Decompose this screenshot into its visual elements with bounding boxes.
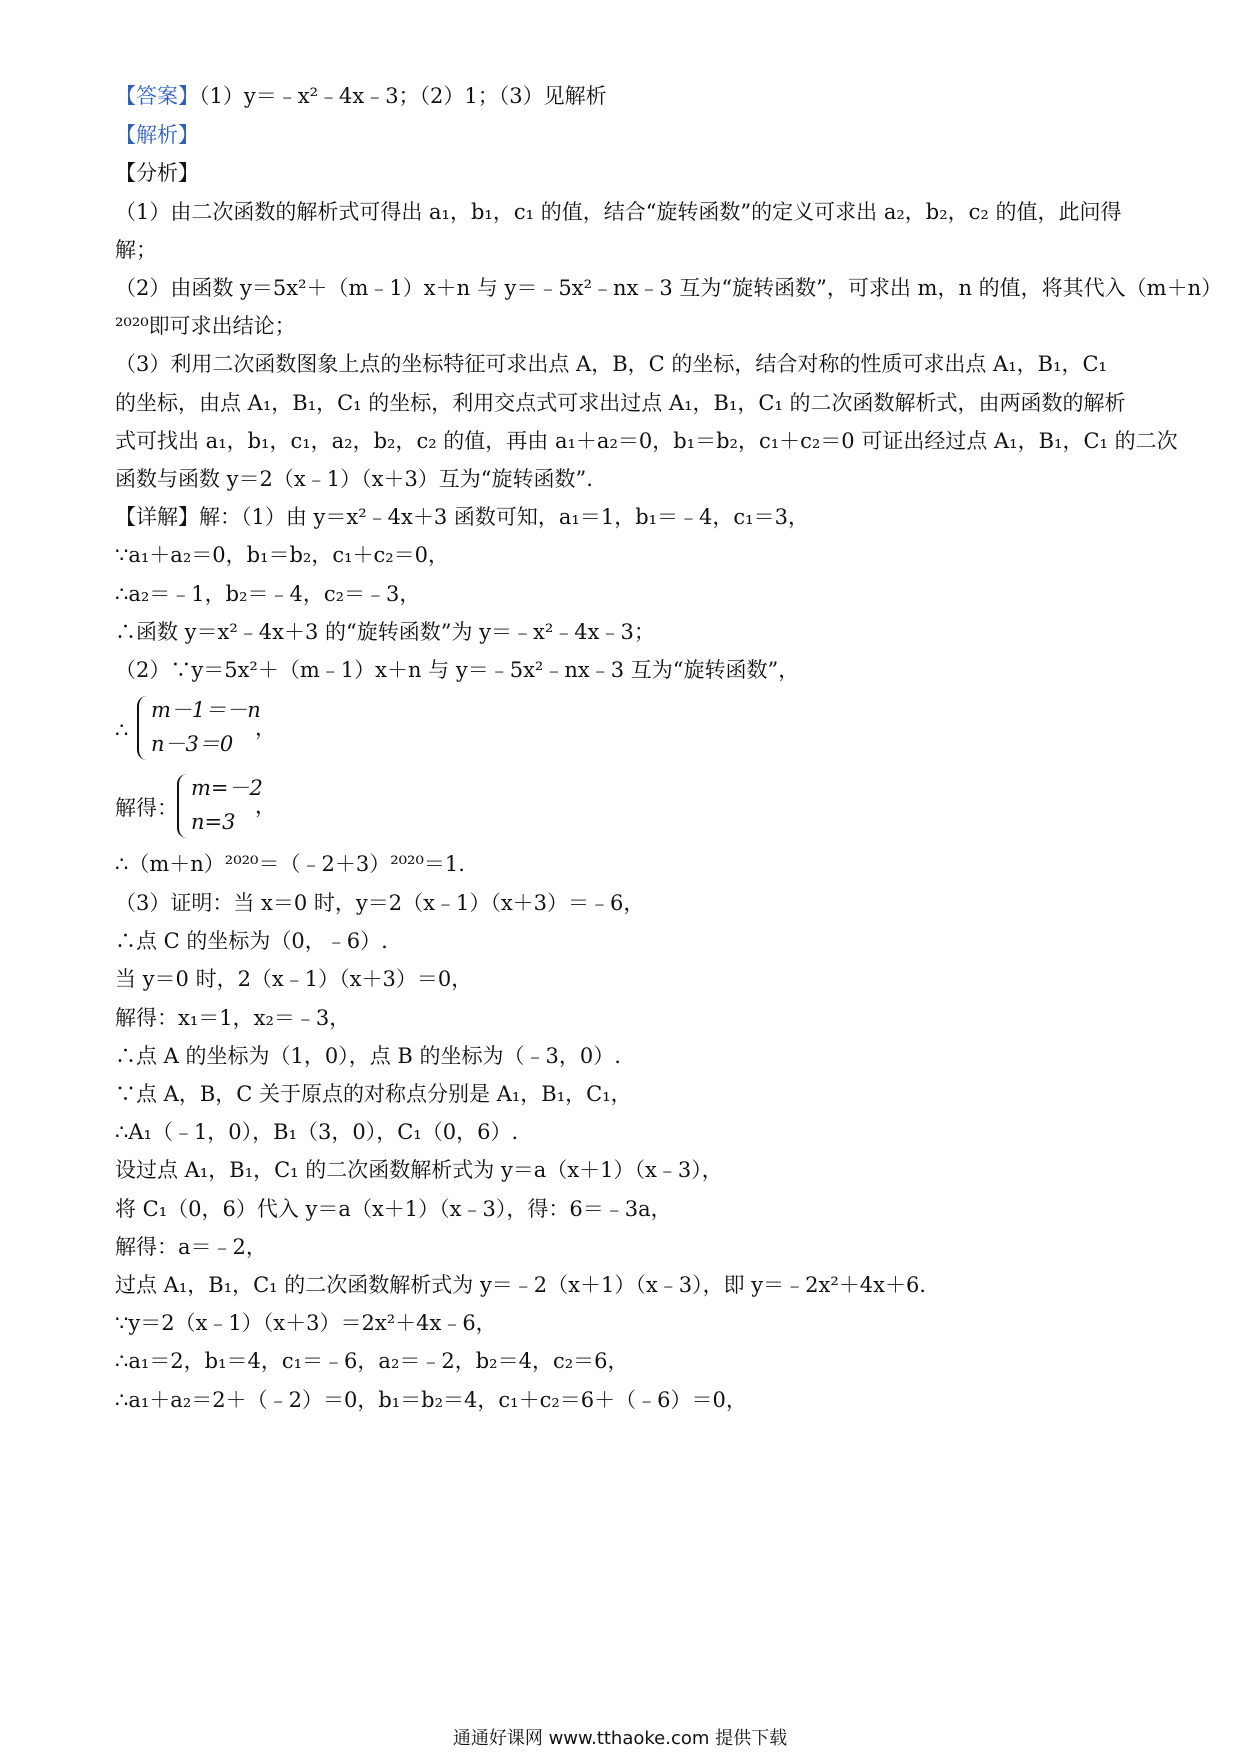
detail-line-7: （3）证明：当 x＝0 时，y＝2（x﹣1）（x＋3）＝﹣6， — [115, 891, 645, 915]
detail-line-15: 将 C₁（0，6）代入 y＝a（x＋1）（x﹣3），得：6＝﹣3a， — [115, 1197, 672, 1221]
fenxi-line-2: 解； — [115, 238, 157, 262]
fenxi-line-8: 函数与函数 y＝2（x﹣1）（x＋3）互为“旋转函数”. — [115, 467, 593, 491]
detail-line-16: 解得：a＝﹣2， — [115, 1235, 267, 1259]
detail-line-18: ∵y＝2（x﹣1）（x＋3）＝2x²＋4x﹣6， — [115, 1311, 497, 1335]
detail-line-10: 解得：x₁＝1，x₂＝﹣3， — [115, 1006, 351, 1030]
fenxi-label: 【分析】 — [115, 161, 199, 185]
detail-line-4: ∴函数 y＝x²﹣4x＋3 的“旋转函数”为 y＝﹣x²﹣4x﹣3； — [115, 620, 655, 644]
fenxi-line-5: （3）利用二次函数图象上点的坐标特征可求出点 A，B，C 的坐标，结合对称的性质可求出点 A₁，B₁，C₁ — [115, 352, 1107, 376]
detail-line-13: ∴A₁（﹣1，0），B₁（3，0），C₁（0，6）. — [115, 1120, 519, 1144]
fenxi-line-1: （1）由二次函数的解析式可得出 a₁，b₁，c₁ 的值，结合“旋转函数”的定义可求出 a₂，b₂，c₂ 的值，此问得 — [115, 200, 1122, 224]
page-footer: 通通好课网 www.tthaoke.com 提供下载 — [452, 1728, 788, 1749]
detail-line-2: ∵a₁＋a₂＝0，b₁＝b₂，c₁＋c₂＝0， — [115, 543, 450, 567]
detail-line-9: 当 y＝0 时，2（x﹣1）（x＋3）＝0， — [115, 967, 473, 991]
system1-comma: ， — [255, 716, 276, 740]
system2-equation-2: n=3 — [191, 810, 236, 834]
detail-line-1 — [115, 503, 809, 531]
answer-text: （1）y＝﹣x²﹣4x﹣3；（2）1；（3）见解析 — [199, 84, 607, 108]
detail-line-12: ∵点 A，B，C 关于原点的对称点分别是 A₁，B₁，C₁， — [115, 1082, 632, 1106]
solve-label: 解得： — [115, 796, 178, 820]
detail-line-20: ∴a₁＋a₂＝2＋（﹣2）＝0，b₁＝b₂＝4，c₁＋c₂＝6＋（﹣6）＝0， — [115, 1388, 747, 1412]
system1-equation-1: m－1＝－n — [151, 698, 261, 722]
detail-first-text: 解：（1）由 y＝x²﹣4x＋3 函数可知，a₁＝1，b₁＝﹣4，c₁＝3， — [199, 505, 809, 529]
detail-line-8: ∴点 C 的坐标为（0，﹣6）. — [115, 929, 388, 953]
fenxi-line-6: 的坐标，由点 A₁，B₁，C₁ 的坐标，利用交点式可求出过点 A₁，B₁，C₁ 的二次函数解析式，由两函数的解析 — [115, 391, 1126, 415]
detail-line-5: （2）∵y＝5x²＋（m﹣1）x＋n 与 y＝﹣5x²﹣nx﹣3 互为“旋转函数”， — [115, 658, 800, 682]
answer-label: 【答案】 — [115, 84, 199, 108]
system2-equation-1: m=－2 — [191, 776, 263, 800]
detail-label: 【详解】 — [115, 505, 199, 529]
system2-comma: ， — [255, 794, 276, 818]
detail-line-19: ∴a₁＝2，b₁＝4，c₁＝﹣6，a₂＝﹣2，b₂＝4，c₂＝6， — [115, 1349, 629, 1373]
left-brace-icon — [137, 696, 149, 760]
detail-line-14: 设过点 A₁，B₁，C₁ 的二次函数解析式为 y＝a（x＋1）（x﹣3）， — [115, 1158, 723, 1182]
therefore-symbol: ∴ — [115, 718, 129, 742]
analysis-label: 【解析】 — [115, 123, 199, 147]
fenxi-line-3: （2）由函数 y＝5x²＋（m﹣1）x＋n 与 y＝﹣5x²﹣nx﹣3 互为“旋转函数”，可求出 m，n 的值，将其代入（m＋n） — [115, 276, 1223, 300]
fenxi-line-7: 式可找出 a₁，b₁，c₁，a₂，b₂，c₂ 的值，再由 a₁＋a₂＝0，b₁＝b₂，c₁＋c₂＝0 可证出经过点 A₁，B₁，C₁ 的二次 — [115, 429, 1178, 453]
system1-equation-2: n－3＝0 — [151, 732, 234, 756]
detail-line-17: 过点 A₁，B₁，C₁ 的二次函数解析式为 y＝﹣2（x＋1）（x﹣3），即 y＝﹣2x²＋4x＋6. — [115, 1273, 926, 1297]
left-brace-icon — [177, 774, 189, 838]
answer-line — [115, 82, 607, 110]
detail-line-3: ∴a₂＝﹣1，b₂＝﹣4，c₂＝﹣3， — [115, 582, 421, 606]
detail-line-6: ∴（m＋n）²⁰²⁰＝（﹣2＋3）²⁰²⁰＝1. — [115, 852, 465, 876]
detail-line-11: ∴点 A 的坐标为（1，0），点 B 的坐标为（﹣3，0）. — [115, 1044, 621, 1068]
fenxi-line-4: ²⁰²⁰即可求出结论； — [115, 314, 296, 338]
